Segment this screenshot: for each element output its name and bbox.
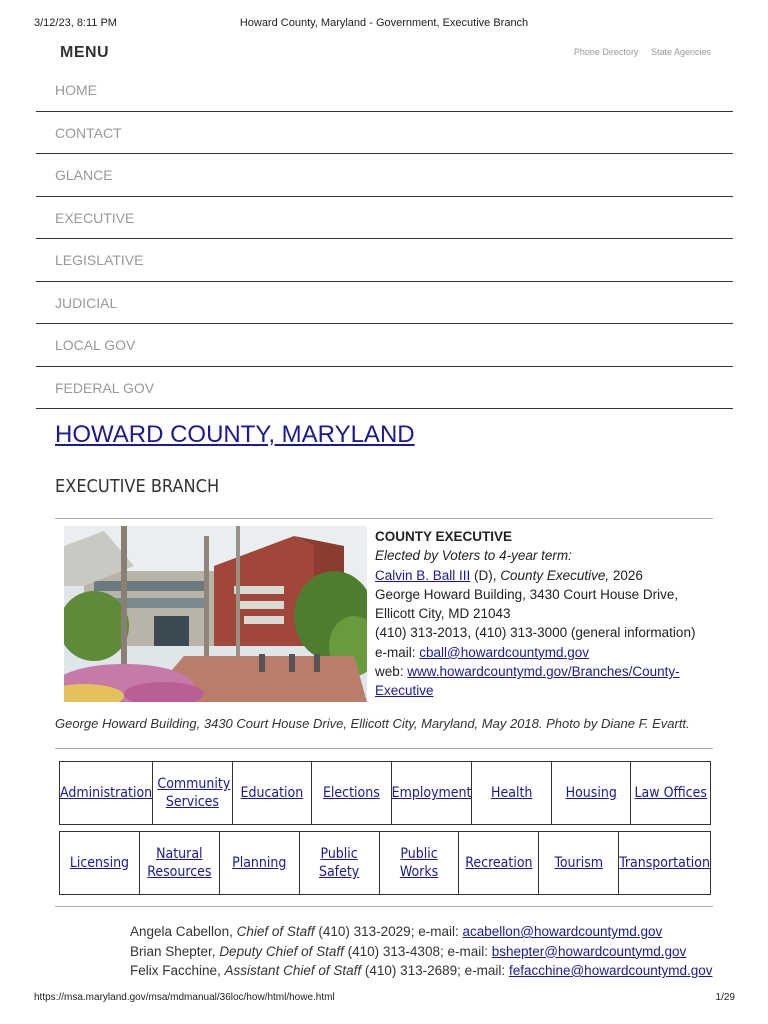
print-url: https://msa.maryland.gov/msa/mdmanual/36loc/how/html/howe.html <box>34 992 335 1003</box>
divider <box>55 518 713 519</box>
dept-link-law-offices[interactable]: Law Offices <box>634 785 707 801</box>
staff-entry <box>130 961 713 981</box>
main-nav <box>36 69 733 409</box>
phone-directory-link[interactable]: Phone Directory <box>573 47 639 57</box>
executive-name-link[interactable]: Calvin B. Ball III <box>375 567 471 583</box>
nav-item-federal-gov[interactable]: FEDERAL GOV <box>36 367 733 410</box>
staff-phone: (410) 313-2689; e-mail: <box>361 963 509 978</box>
nav-item-glance[interactable]: GLANCE <box>36 154 733 197</box>
dept-cell <box>299 831 380 895</box>
dept-link-elections[interactable]: Elections <box>322 785 380 801</box>
dept-cell <box>152 761 233 825</box>
county-title-link[interactable]: HOWARD COUNTY, MARYLAND <box>55 421 415 448</box>
dept-cell <box>391 761 473 825</box>
dept-link-recreation[interactable]: Recreation <box>465 855 533 871</box>
photo-caption: George Howard Building, 3430 Court House Drive, Ellicott City, Maryland, May 2018. Photo by Diane F. Evartt. <box>55 716 690 731</box>
staff-entry <box>130 922 713 942</box>
dept-cell <box>471 761 552 825</box>
dept-cell <box>630 761 711 825</box>
dept-cell <box>232 761 313 825</box>
dept-link-employment[interactable]: Employment <box>391 785 472 801</box>
executive-email-link[interactable]: cball@howardcountymd.gov <box>419 644 590 660</box>
executive-role: County Executive, <box>500 567 610 583</box>
dept-cell <box>219 831 300 895</box>
county-executive-info <box>375 527 720 701</box>
staff-entry <box>130 942 713 962</box>
staff-email-link[interactable]: acabellon@howardcountymd.gov <box>462 924 663 939</box>
department-links-row-2 <box>59 831 711 895</box>
dept-cell <box>538 831 619 895</box>
nav-item-contact[interactable]: CONTACT <box>36 112 733 155</box>
term-note: Elected by Voters to 4-year term: <box>375 548 572 564</box>
dept-cell <box>311 761 392 825</box>
executive-address: George Howard Building, 3430 Court House Drive, Ellicott City, MD 21043 <box>375 586 679 622</box>
dept-link-health[interactable]: Health <box>491 785 533 801</box>
building-photo <box>64 526 367 702</box>
dept-link-transportation[interactable]: Transportation <box>619 855 710 871</box>
dept-link-licensing[interactable]: Licensing <box>69 855 130 871</box>
state-agencies-link[interactable]: State Agencies <box>650 47 711 57</box>
staff-list <box>130 922 713 981</box>
dept-cell <box>379 831 460 895</box>
dept-link-housing[interactable]: Housing <box>565 785 617 801</box>
dept-link-education[interactable]: Education <box>240 785 304 801</box>
department-links-row-1 <box>59 761 711 825</box>
dept-cell <box>59 761 153 825</box>
nav-item-local-gov[interactable]: LOCAL GOV <box>36 324 733 367</box>
executive-phone: (410) 313-2013, (410) 313-3000 (general information) <box>375 625 696 641</box>
dept-cell <box>59 831 140 895</box>
dept-link-planning[interactable]: Planning <box>232 855 287 871</box>
dept-link-tourism[interactable]: Tourism <box>554 855 604 871</box>
dept-link-community-services[interactable]: Community Services <box>157 776 231 810</box>
dept-cell <box>139 831 220 895</box>
county-executive-heading: COUNTY EXECUTIVE <box>375 529 513 544</box>
divider <box>55 748 713 749</box>
branch-heading: EXECUTIVE BRANCH <box>55 476 220 497</box>
nav-item-legislative[interactable]: LEGISLATIVE <box>36 239 733 282</box>
nav-item-home[interactable]: HOME <box>36 69 733 112</box>
dept-cell <box>618 831 711 895</box>
nav-item-judicial[interactable]: JUDICIAL <box>36 282 733 325</box>
executive-web-link[interactable]: www.howardcountymd.gov/Branches/County-Executive <box>375 664 680 699</box>
staff-name: Brian Shepter, <box>130 943 220 959</box>
staff-title: Deputy Chief of Staff <box>219 943 344 959</box>
staff-name: Angela Cabellon, <box>130 924 237 939</box>
dept-link-public-works[interactable]: Public Works <box>399 846 439 880</box>
dept-cell <box>551 761 632 825</box>
staff-phone: (410) 313-2029; e-mail: <box>314 924 463 939</box>
print-page-number: 1/29 <box>715 992 735 1003</box>
staff-name: Felix Facchine, <box>130 963 225 978</box>
print-title: Howard County, Maryland - Government, Executive Branch <box>239 17 529 29</box>
executive-term-year: 2026 <box>609 567 643 583</box>
web-label: web: <box>375 664 408 680</box>
dept-link-administration[interactable]: Administration <box>60 785 153 801</box>
dept-link-natural-resources[interactable]: Natural Resources <box>147 846 212 880</box>
staff-email-link[interactable]: fefacchine@howardcountymd.gov <box>508 963 713 978</box>
print-datetime: 3/12/23, 8:11 PM <box>34 17 117 29</box>
staff-phone: (410) 313-4308; e-mail: <box>343 943 492 959</box>
divider <box>55 906 713 907</box>
staff-title: Chief of Staff <box>236 924 315 939</box>
email-label: e-mail: <box>375 644 420 660</box>
executive-party: (D), <box>470 567 501 583</box>
dept-link-public-safety[interactable]: Public Safety <box>318 846 360 880</box>
nav-item-executive[interactable]: EXECUTIVE <box>36 197 733 240</box>
staff-email-link[interactable]: bshepter@howardcountymd.gov <box>491 943 687 959</box>
staff-title: Assistant Chief of Staff <box>224 963 362 978</box>
menu-button[interactable]: MENU <box>60 44 110 61</box>
dept-cell <box>458 831 539 895</box>
top-links <box>564 47 711 57</box>
